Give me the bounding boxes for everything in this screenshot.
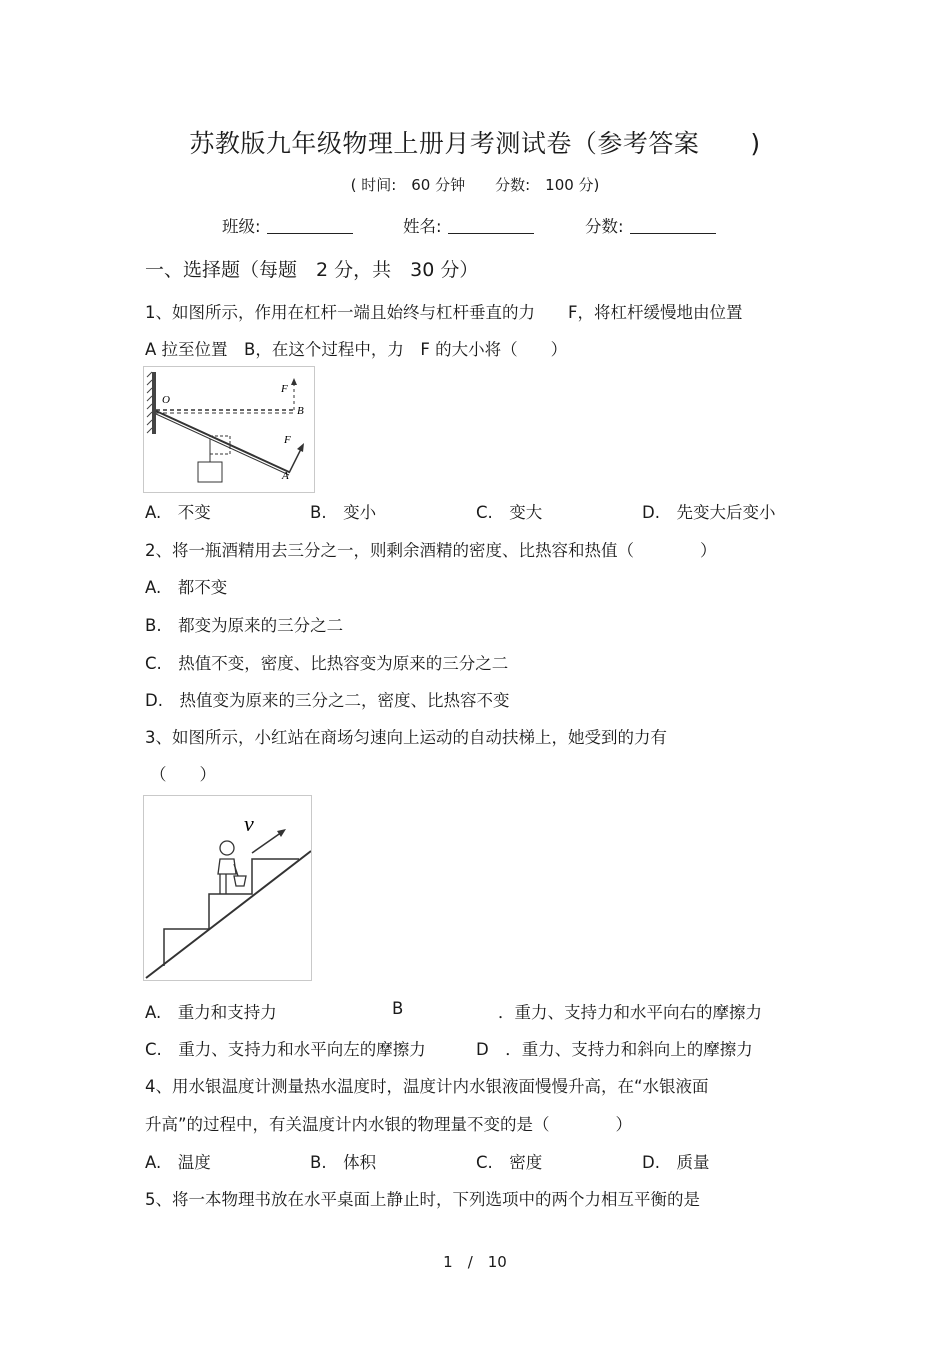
score-blank bbox=[630, 217, 716, 234]
name-label: 姓名: bbox=[403, 217, 442, 236]
q2-option-c: C. 热值不变，密度、比热容变为原来的三分之二 bbox=[145, 654, 509, 673]
q3-line1: 3、如图所示，小红站在商场匀速向上运动的自动扶梯上，她受到的力有 bbox=[145, 728, 667, 747]
q1-line1: 1、如图所示，作用在杠杆一端且始终与杠杆垂直的力 F，将杠杆缓慢地由位置 bbox=[145, 303, 743, 322]
lever-figure bbox=[143, 366, 315, 493]
q3-option-b-text: ．重力、支持力和水平向右的摩擦力 bbox=[498, 1003, 762, 1022]
q1-option-d: D. 先变大后变小 bbox=[642, 503, 776, 522]
name-field bbox=[403, 213, 534, 237]
q1-line2: A 拉至位置 B，在这个过程中，力 F 的大小将（ ） bbox=[145, 340, 568, 359]
q3-option-a: A. 重力和支持力 bbox=[145, 1003, 277, 1022]
escalator-figure bbox=[143, 795, 312, 981]
section-heading: 一、选择题（每题 2 分，共 30 分） bbox=[145, 259, 479, 281]
q1-option-a: A. 不变 bbox=[145, 503, 211, 522]
page-title: 苏教版九年级物理上册月考测试卷（参考答案 ) bbox=[189, 129, 761, 158]
q1-option-b: B. 变小 bbox=[310, 503, 377, 522]
q2-option-d: D. 热值变为原来的三分之二，密度、比热容不变 bbox=[145, 691, 510, 710]
q4-option-b: B. 体积 bbox=[310, 1153, 377, 1172]
label-o: O bbox=[162, 394, 170, 406]
q4-option-d: D. 质量 bbox=[642, 1153, 710, 1172]
score-field bbox=[585, 213, 716, 237]
q5-line1: 5、将一本物理书放在水平桌面上静止时，下列选项中的两个力相互平衡的是 bbox=[145, 1190, 700, 1209]
label-f-bottom: F bbox=[284, 434, 291, 446]
time-info: ( 时间: 60 分钟 分数: 100 分) bbox=[350, 176, 600, 194]
label-f-top: F bbox=[281, 383, 288, 395]
q4-line1: 4、用水银温度计测量热水温度时，温度计内水银液面慢慢升高，在“水银液面 bbox=[145, 1077, 709, 1096]
q3-option-d: D ．重力、支持力和斜向上的摩擦力 bbox=[476, 1040, 753, 1059]
q4-option-c: C. 密度 bbox=[476, 1153, 543, 1172]
q3-option-c: C. 重力、支持力和水平向左的摩擦力 bbox=[145, 1040, 426, 1059]
q3-option-b-letter: B bbox=[392, 999, 404, 1018]
class-field bbox=[222, 213, 353, 237]
name-blank bbox=[448, 217, 534, 234]
q2-option-a: A. 都不变 bbox=[145, 578, 228, 597]
score-label: 分数: bbox=[585, 217, 624, 236]
label-a: A bbox=[282, 470, 289, 482]
label-b: B bbox=[297, 405, 304, 417]
class-label: 班级: bbox=[222, 217, 261, 236]
q2-line1: 2、将一瓶酒精用去三分之一，则剩余酒精的密度、比热容和热值（ ） bbox=[145, 541, 717, 560]
label-v: v bbox=[244, 811, 254, 836]
q4-option-a: A. 温度 bbox=[145, 1153, 211, 1172]
class-blank bbox=[267, 217, 353, 234]
q1-option-c: C. 变大 bbox=[476, 503, 543, 522]
page-number: 1 / 10 bbox=[443, 1253, 507, 1271]
q2-option-b: B. 都变为原来的三分之二 bbox=[145, 616, 344, 635]
q3-line2: （ ） bbox=[150, 765, 216, 784]
q4-line2: 升高”的过程中，有关温度计内水银的物理量不变的是（ ） bbox=[145, 1115, 633, 1134]
